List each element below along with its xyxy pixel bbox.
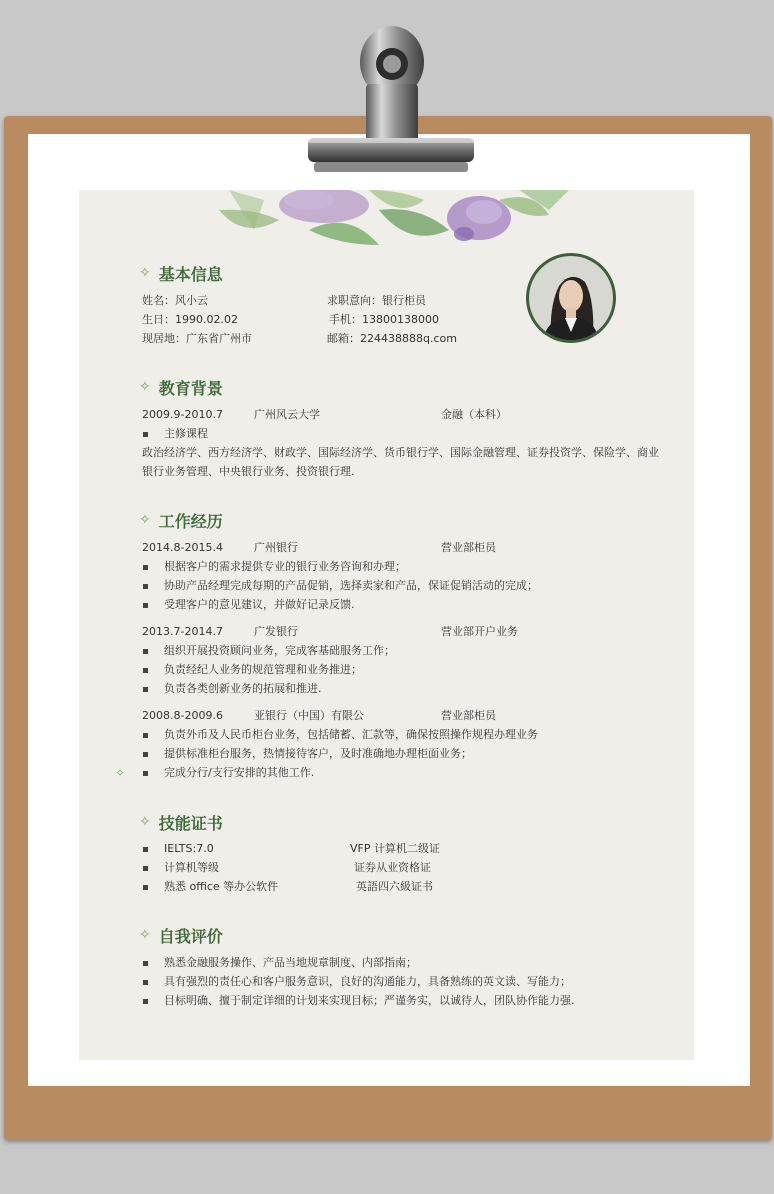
- bullet-icon: [143, 866, 148, 871]
- work-duty: 根据客户的需求提供专业的银行业务咨询和办理；: [164, 560, 406, 573]
- self-eval-item: 熟悉金融服务操作、产品当地规章制度、内部指南；: [164, 956, 417, 969]
- bullet-icon: [143, 603, 148, 608]
- section-title: 技能证书: [158, 813, 223, 833]
- work-date: 2013.7-2014.7: [142, 625, 223, 638]
- work-duty: 提供标准柜台服务，热情接待客户，及时准确地办理柜面业务；: [164, 747, 472, 760]
- skill-item: 英語四六級证书: [356, 880, 433, 893]
- work-duty: 协助产品经理完成每期的产品促销，选择卖家和产品，保证促销活动的完成；: [164, 579, 538, 592]
- work-duty: 负责各类创新业务的拓展和推进.: [164, 682, 322, 695]
- bullet-icon: [143, 961, 148, 966]
- binder-clip: [300, 22, 478, 178]
- course-label: 主修课程: [164, 427, 208, 440]
- job-intent-field: 求职意向：银行柜员: [327, 294, 426, 307]
- work-company: 亚银行（中国）有限公: [254, 709, 364, 722]
- bullet-icon: [143, 771, 148, 776]
- section-self-eval: [139, 924, 223, 946]
- edu-date: 2009.9-2010.7: [142, 408, 223, 421]
- bullet-icon: [143, 999, 148, 1004]
- bullet-icon: [143, 980, 148, 985]
- work-duty: 负责经纪人业务的规范管理和业务推进；: [164, 663, 362, 676]
- skill-item: 计算机等级: [164, 861, 219, 874]
- bullet-icon: [143, 432, 148, 437]
- work-date: 2008.8-2009.6: [142, 709, 223, 722]
- course-list: 政治经济学、西方经济学、财政学、国际经济学、货币银行学、国际金融管理、证券投资学、保险学、商业银行业务管理、中央银行业务、投资银行理.: [142, 446, 659, 478]
- section-title: 基本信息: [158, 264, 223, 284]
- skill-item: 证券从业资格证: [354, 861, 431, 874]
- edu-major: 金融（本科）: [441, 408, 507, 421]
- bullet-icon: [143, 584, 148, 589]
- skill-item: IELTS:7.0: [164, 842, 214, 855]
- section-title: 教育背景: [158, 378, 223, 398]
- work-company: 广发银行: [254, 625, 298, 638]
- name-field: 姓名：风小云: [142, 294, 208, 307]
- section-skills: [139, 811, 223, 833]
- avatar: [526, 253, 616, 343]
- bullet-icon: [143, 687, 148, 692]
- resume-sheet: [79, 190, 694, 1060]
- section-education: [139, 376, 223, 398]
- self-eval-item: 目标明确、擅于制定详细的计划来实现目标；严谨务实，以诚待人，团队协作能力强.: [164, 994, 575, 1007]
- work-role: 营业部柜员: [441, 541, 496, 554]
- work-duty: 负责外币及人民币柜台业务，包括储蓄、汇款等，确保按照操作规程办理业务: [164, 728, 538, 741]
- star-icon: ✧: [139, 814, 151, 830]
- work-duty: 完成分行/支行安排的其他工作.: [164, 766, 315, 779]
- star-icon: ✧: [139, 512, 151, 528]
- star-icon: ✧: [139, 265, 151, 281]
- bullet-icon: [143, 885, 148, 890]
- section-basic-info: [139, 262, 223, 284]
- star-icon: ✧: [139, 379, 151, 395]
- section-work: [139, 509, 223, 531]
- work-date: 2014.8-2015.4: [142, 541, 223, 554]
- work-duty: 受理客户的意见建议，并做好记录反馈.: [164, 598, 355, 611]
- work-role: 营业部柜员: [441, 709, 496, 722]
- bullet-icon: [143, 752, 148, 757]
- bullet-icon: [143, 733, 148, 738]
- birth-field: 生日：1990.02.02: [142, 313, 238, 326]
- work-role: 营业部开户业务: [441, 625, 518, 638]
- bullet-icon: [143, 668, 148, 673]
- email-field: 邮箱：224438888q.com: [327, 332, 457, 345]
- bullet-icon: [143, 847, 148, 852]
- floral-decoration: [79, 190, 694, 252]
- star-icon: ✧: [139, 927, 151, 943]
- location-field: 现居地：广东省广州市: [142, 332, 252, 345]
- work-duty: 组织开展投资顾问业务，完成客基础服务工作；: [164, 644, 395, 657]
- self-eval-item: 具有强烈的责任心和客户服务意识，良好的沟通能力，具备熟练的英文读、写能力；: [164, 975, 571, 988]
- work-company: 广州银行: [254, 541, 298, 554]
- bullet-icon: [143, 565, 148, 570]
- bullet-icon: [143, 649, 148, 654]
- edu-school: 广州风云大学: [254, 408, 320, 421]
- skill-item: 熟悉 office 等办公软件: [164, 880, 279, 893]
- section-title: 工作经历: [158, 511, 223, 531]
- star-icon: ✧: [115, 766, 126, 780]
- section-title: 自我评价: [158, 926, 223, 946]
- skill-item: VFP 计算机二级证: [350, 842, 440, 855]
- phone-field: 手机：13800138000: [329, 313, 439, 326]
